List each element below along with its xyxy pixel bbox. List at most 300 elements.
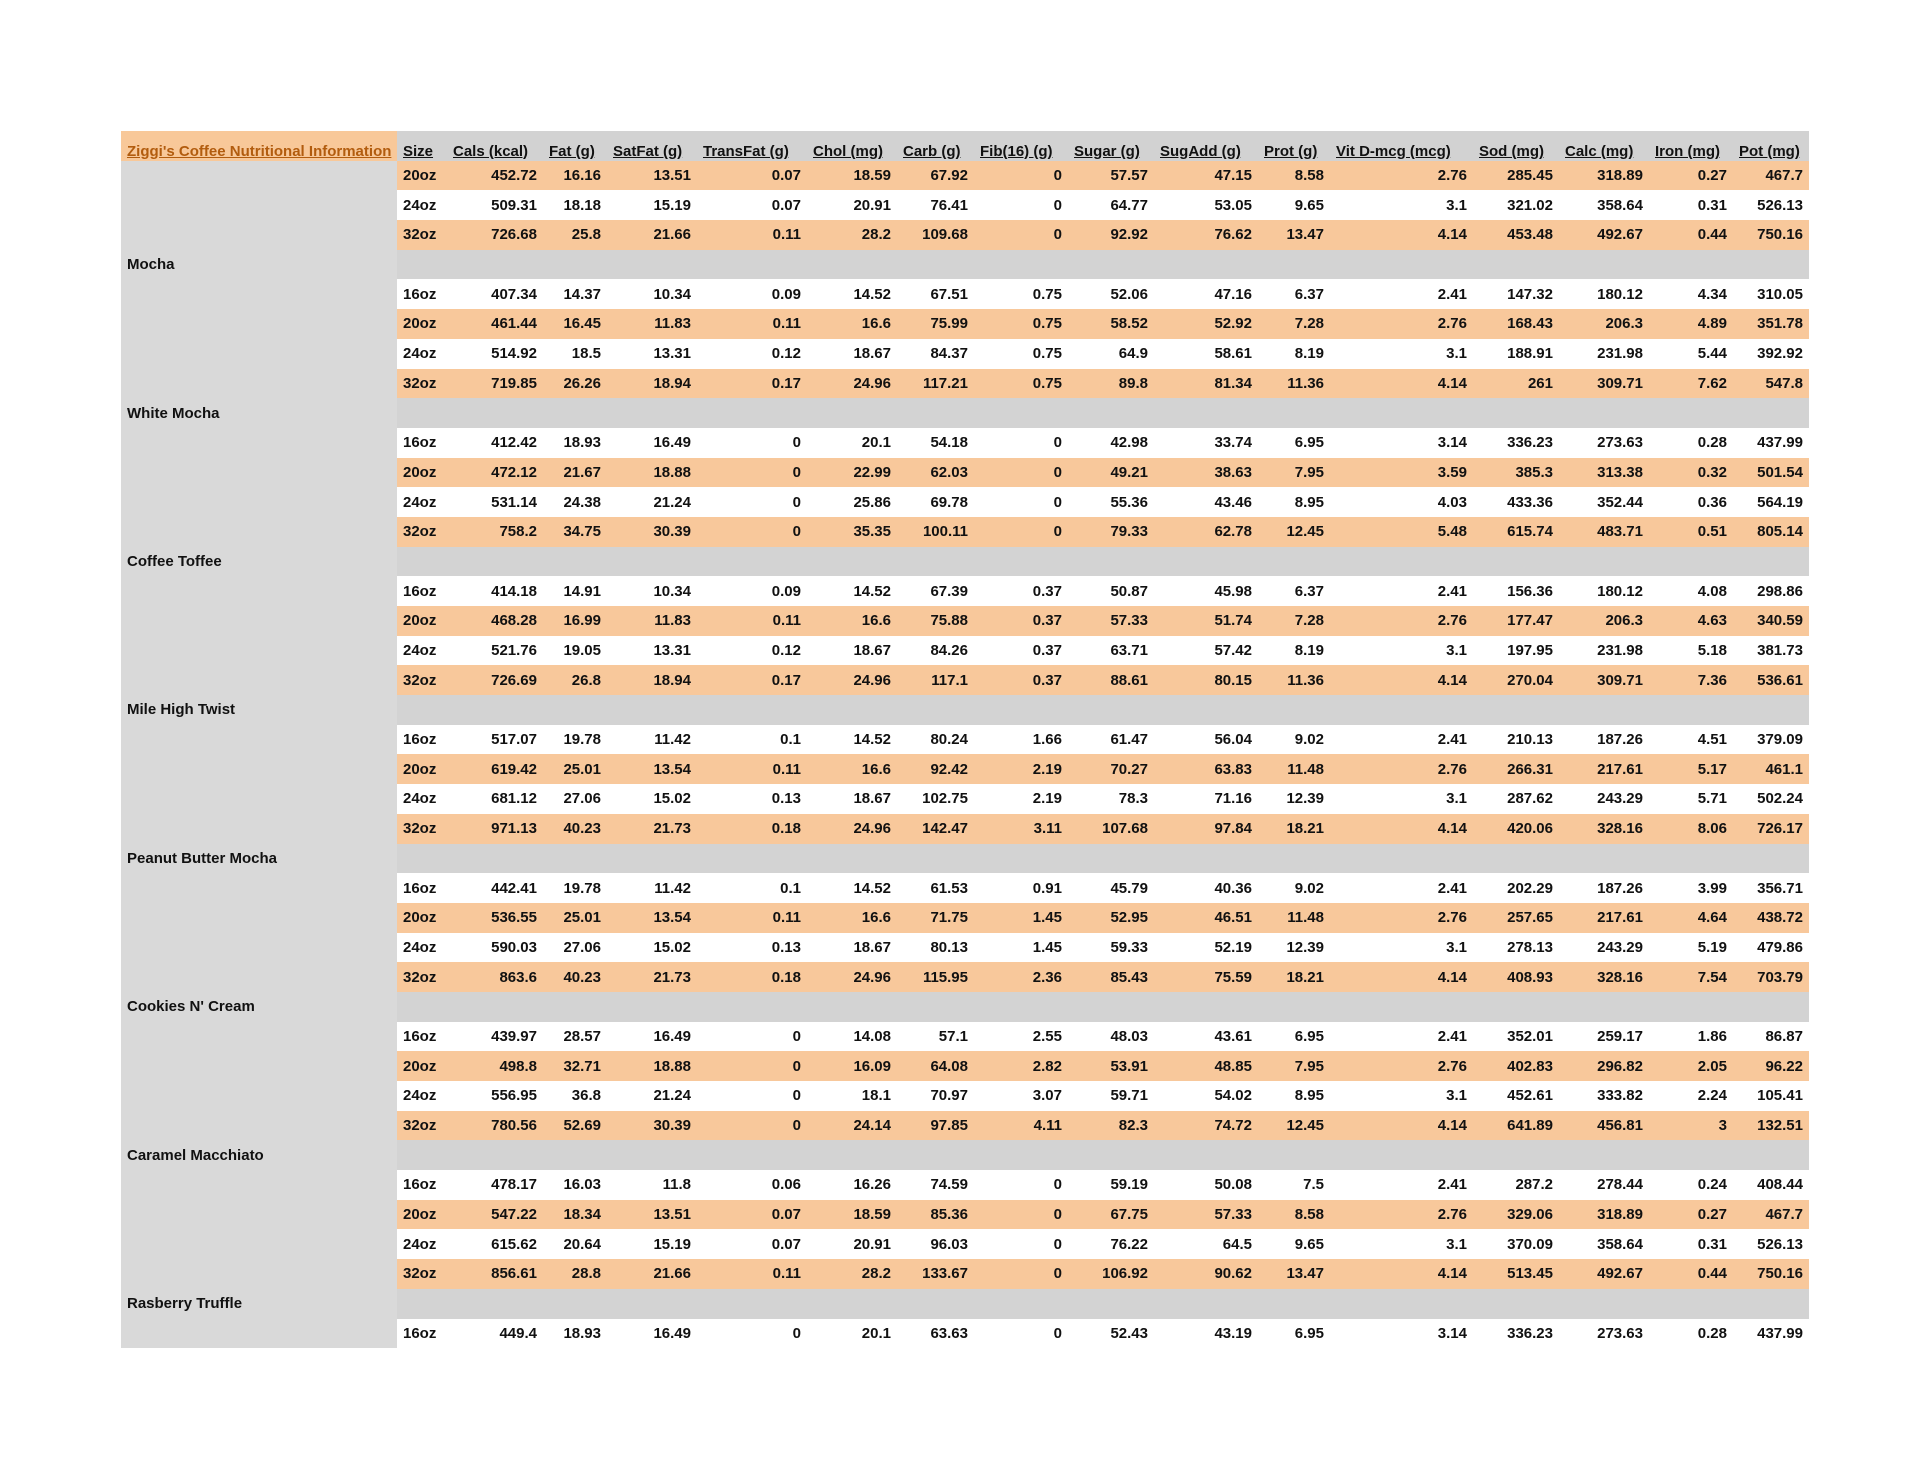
table-cell-empty[interactable] [1154,695,1258,725]
table-cell[interactable]: 412.42 [447,428,543,458]
table-cell[interactable]: 21.66 [607,220,697,250]
table-cell-empty[interactable] [807,1289,897,1319]
table-cell[interactable]: 20.91 [807,1229,897,1259]
table-cell-empty[interactable] [1733,844,1809,874]
table-cell-empty[interactable] [1559,1289,1649,1319]
table-cell[interactable]: 71.16 [1154,784,1258,814]
table-cell[interactable]: 18.5 [543,339,607,369]
table-cell[interactable]: 750.16 [1733,1259,1809,1289]
table-cell[interactable]: 27.06 [543,933,607,963]
table-cell[interactable]: 4.08 [1649,576,1733,606]
table-cell[interactable]: 8.19 [1258,636,1330,666]
table-cell[interactable]: 278.13 [1473,933,1559,963]
table-cell[interactable]: 313.38 [1559,458,1649,488]
table-cell[interactable]: 15.19 [607,1229,697,1259]
table-cell[interactable]: 0.06 [697,1170,807,1200]
table-cell[interactable]: 36.8 [543,1081,607,1111]
table-cell[interactable]: 0.37 [974,606,1068,636]
table-cell[interactable]: 11.42 [607,873,697,903]
table-cell[interactable]: 468.28 [447,606,543,636]
table-cell[interactable]: 385.3 [1473,458,1559,488]
table-cell[interactable]: 266.31 [1473,754,1559,784]
table-cell[interactable]: 20.1 [807,428,897,458]
table-cell-empty[interactable] [697,1140,807,1170]
table-cell-empty[interactable] [447,695,543,725]
table-cell[interactable]: 202.29 [1473,873,1559,903]
table-cell[interactable]: 0 [697,1022,807,1052]
table-cell[interactable]: 453.48 [1473,220,1559,250]
table-cell[interactable]: 461.1 [1733,754,1809,784]
table-cell-empty[interactable] [397,1140,447,1170]
table-cell-empty[interactable] [1473,844,1559,874]
table-cell-empty[interactable] [1154,992,1258,1022]
table-cell[interactable]: 11.83 [607,309,697,339]
table-cell-empty[interactable] [697,398,807,428]
table-cell[interactable]: 514.92 [447,339,543,369]
table-cell[interactable]: 536.55 [447,903,543,933]
table-cell[interactable]: 11.36 [1258,369,1330,399]
table-cell[interactable]: 117.21 [897,369,974,399]
table-cell[interactable]: 4.89 [1649,309,1733,339]
size-cell[interactable]: 24oz [397,487,447,517]
table-cell[interactable]: 370.09 [1473,1229,1559,1259]
table-cell[interactable]: 11.48 [1258,903,1330,933]
table-cell[interactable]: 30.39 [607,517,697,547]
table-cell[interactable]: 3.1 [1330,1229,1473,1259]
column-header-cholesterol[interactable]: Chol (mg) [807,131,897,161]
table-cell[interactable]: 6.37 [1258,576,1330,606]
table-cell[interactable]: 25.86 [807,487,897,517]
table-cell[interactable]: 18.21 [1258,962,1330,992]
table-cell-empty[interactable] [607,1140,697,1170]
table-cell[interactable]: 45.79 [1068,873,1154,903]
table-cell[interactable]: 0.51 [1649,517,1733,547]
table-cell[interactable]: 64.77 [1068,190,1154,220]
table-cell[interactable]: 439.97 [447,1022,543,1052]
table-cell[interactable]: 115.95 [897,962,974,992]
table-cell[interactable]: 28.57 [543,1022,607,1052]
column-header-satfat[interactable]: SatFat (g) [607,131,697,161]
table-cell-empty[interactable] [543,1289,607,1319]
table-cell[interactable]: 7.54 [1649,962,1733,992]
table-cell[interactable]: 180.12 [1559,576,1649,606]
table-cell[interactable]: 0 [974,1229,1068,1259]
table-cell[interactable]: 82.3 [1068,1111,1154,1141]
table-cell[interactable]: 75.88 [897,606,974,636]
table-cell[interactable]: 336.23 [1473,428,1559,458]
table-cell[interactable]: 3.99 [1649,873,1733,903]
table-cell[interactable]: 273.63 [1559,1319,1649,1349]
table-cell[interactable]: 19.78 [543,873,607,903]
table-cell[interactable]: 0.1 [697,725,807,755]
table-cell[interactable]: 726.68 [447,220,543,250]
table-cell-empty[interactable] [1733,1289,1809,1319]
table-cell[interactable]: 0.12 [697,636,807,666]
table-cell-empty[interactable] [397,992,447,1022]
column-header-calcium[interactable]: Calc (mg) [1559,131,1649,161]
table-cell[interactable]: 43.46 [1154,487,1258,517]
table-cell-empty[interactable] [121,309,397,339]
table-cell[interactable]: 25.8 [543,220,607,250]
table-cell[interactable]: 7.36 [1649,665,1733,695]
table-cell[interactable]: 210.13 [1473,725,1559,755]
table-cell[interactable]: 74.72 [1154,1111,1258,1141]
table-cell[interactable]: 52.69 [543,1111,607,1141]
table-cell-empty[interactable] [121,636,397,666]
table-cell[interactable]: 681.12 [447,784,543,814]
table-cell[interactable]: 9.02 [1258,873,1330,903]
table-cell[interactable]: 53.91 [1068,1051,1154,1081]
table-cell[interactable]: 10.34 [607,576,697,606]
table-cell-empty[interactable] [1649,1289,1733,1319]
table-cell[interactable]: 76.62 [1154,220,1258,250]
table-cell[interactable]: 863.6 [447,962,543,992]
table-cell[interactable]: 206.3 [1559,606,1649,636]
table-cell-empty[interactable] [607,1289,697,1319]
table-cell[interactable]: 0.37 [974,576,1068,606]
table-cell[interactable]: 21.73 [607,814,697,844]
table-cell[interactable]: 63.71 [1068,636,1154,666]
table-cell[interactable]: 57.33 [1068,606,1154,636]
table-cell-empty[interactable] [1559,992,1649,1022]
size-cell[interactable]: 20oz [397,1051,447,1081]
table-cell[interactable]: 3 [1649,1111,1733,1141]
column-header-carbs[interactable]: Carb (g) [897,131,974,161]
table-cell[interactable]: 478.17 [447,1170,543,1200]
table-cell[interactable]: 0.37 [974,665,1068,695]
table-cell-empty[interactable] [697,1289,807,1319]
table-cell[interactable]: 14.52 [807,873,897,903]
table-cell[interactable]: 3.07 [974,1081,1068,1111]
table-cell-empty[interactable] [1330,250,1473,280]
table-cell[interactable]: 12.39 [1258,933,1330,963]
table-cell[interactable]: 16.49 [607,1022,697,1052]
table-cell[interactable]: 719.85 [447,369,543,399]
product-name[interactable]: White Mocha [121,398,397,428]
table-cell-empty[interactable] [697,992,807,1022]
table-cell-empty[interactable] [974,250,1068,280]
column-header-potassium[interactable]: Pot (mg) [1733,131,1809,161]
table-cell-empty[interactable] [1473,250,1559,280]
table-cell[interactable]: 379.09 [1733,725,1809,755]
table-cell[interactable]: 402.83 [1473,1051,1559,1081]
size-cell[interactable]: 16oz [397,1022,447,1052]
table-cell[interactable]: 2.24 [1649,1081,1733,1111]
table-cell[interactable]: 531.14 [447,487,543,517]
table-cell[interactable]: 0.37 [974,636,1068,666]
size-cell[interactable]: 16oz [397,873,447,903]
table-cell-empty[interactable] [1649,398,1733,428]
table-cell[interactable]: 309.71 [1559,665,1649,695]
table-cell[interactable]: 0.11 [697,606,807,636]
table-cell-empty[interactable] [121,1022,397,1052]
table-cell-empty[interactable] [1559,1140,1649,1170]
table-cell[interactable]: 4.03 [1330,487,1473,517]
table-cell[interactable]: 231.98 [1559,636,1649,666]
table-cell-empty[interactable] [1330,695,1473,725]
table-cell[interactable]: 4.63 [1649,606,1733,636]
table-cell[interactable]: 76.22 [1068,1229,1154,1259]
table-cell-empty[interactable] [1330,992,1473,1022]
table-cell[interactable]: 75.99 [897,309,974,339]
table-cell[interactable]: 8.19 [1258,339,1330,369]
table-cell[interactable]: 452.61 [1473,1081,1559,1111]
table-cell[interactable]: 26.8 [543,665,607,695]
table-cell-empty[interactable] [1733,250,1809,280]
table-cell[interactable]: 467.7 [1733,1200,1809,1230]
table-cell[interactable]: 18.93 [543,1319,607,1349]
table-cell[interactable]: 287.2 [1473,1170,1559,1200]
table-cell-empty[interactable] [1559,547,1649,577]
column-header-sugar[interactable]: Sugar (g) [1068,131,1154,161]
table-cell[interactable]: 16.49 [607,428,697,458]
table-cell-empty[interactable] [1559,695,1649,725]
table-cell[interactable]: 13.54 [607,754,697,784]
table-cell[interactable]: 0.12 [697,339,807,369]
table-cell[interactable]: 14.37 [543,279,607,309]
table-cell[interactable]: 9.65 [1258,1229,1330,1259]
table-cell[interactable]: 28.2 [807,220,897,250]
table-cell-empty[interactable] [697,250,807,280]
table-cell[interactable]: 50.08 [1154,1170,1258,1200]
table-cell[interactable]: 8.58 [1258,161,1330,191]
table-cell-empty[interactable] [1733,398,1809,428]
table-cell[interactable]: 92.92 [1068,220,1154,250]
table-cell-empty[interactable] [974,992,1068,1022]
table-cell[interactable]: 18.67 [807,933,897,963]
table-cell[interactable]: 40.23 [543,962,607,992]
table-cell-empty[interactable] [121,962,397,992]
table-cell[interactable]: 12.39 [1258,784,1330,814]
table-cell[interactable]: 3.1 [1330,339,1473,369]
table-cell-empty[interactable] [607,547,697,577]
table-cell-empty[interactable] [121,279,397,309]
table-cell[interactable]: 6.95 [1258,1319,1330,1349]
table-cell[interactable]: 0 [974,517,1068,547]
table-cell[interactable]: 5.19 [1649,933,1733,963]
table-cell[interactable]: 513.45 [1473,1259,1559,1289]
product-name[interactable]: Coffee Toffee [121,547,397,577]
table-cell[interactable]: 0 [697,487,807,517]
table-cell[interactable]: 25.01 [543,754,607,784]
table-cell-empty[interactable] [121,576,397,606]
table-cell[interactable]: 0.11 [697,754,807,784]
table-cell[interactable]: 13.51 [607,161,697,191]
table-cell-empty[interactable] [1330,1289,1473,1319]
table-cell-empty[interactable] [121,161,397,191]
table-cell[interactable]: 18.1 [807,1081,897,1111]
table-cell-empty[interactable] [607,250,697,280]
table-cell[interactable]: 20.1 [807,1319,897,1349]
table-cell-empty[interactable] [1330,547,1473,577]
table-cell-empty[interactable] [807,1140,897,1170]
table-cell[interactable]: 19.78 [543,725,607,755]
table-cell-empty[interactable] [1559,844,1649,874]
table-cell[interactable]: 16.6 [807,754,897,784]
table-cell[interactable]: 67.75 [1068,1200,1154,1230]
table-cell[interactable]: 85.43 [1068,962,1154,992]
table-cell[interactable]: 21.73 [607,962,697,992]
table-cell[interactable]: 74.59 [897,1170,974,1200]
table-cell[interactable]: 132.51 [1733,1111,1809,1141]
product-name[interactable]: Mile High Twist [121,695,397,725]
table-cell[interactable]: 80.24 [897,725,974,755]
table-cell[interactable]: 64.9 [1068,339,1154,369]
table-cell[interactable]: 18.59 [807,161,897,191]
table-cell[interactable]: 51.74 [1154,606,1258,636]
table-cell-empty[interactable] [897,547,974,577]
table-cell-empty[interactable] [121,933,397,963]
table-cell[interactable]: 0.17 [697,665,807,695]
table-cell-empty[interactable] [1154,547,1258,577]
table-cell[interactable]: 356.71 [1733,873,1809,903]
table-cell-empty[interactable] [897,1289,974,1319]
table-cell-empty[interactable] [697,547,807,577]
table-cell[interactable]: 5.18 [1649,636,1733,666]
table-cell[interactable]: 750.16 [1733,220,1809,250]
table-cell[interactable]: 24.96 [807,814,897,844]
table-cell-empty[interactable] [397,844,447,874]
size-cell[interactable]: 32oz [397,220,447,250]
table-cell-empty[interactable] [1473,992,1559,1022]
table-cell[interactable]: 309.71 [1559,369,1649,399]
size-cell[interactable]: 24oz [397,636,447,666]
table-cell[interactable]: 21.66 [607,1259,697,1289]
table-cell[interactable]: 278.44 [1559,1170,1649,1200]
table-cell[interactable]: 615.74 [1473,517,1559,547]
table-cell[interactable]: 3.59 [1330,458,1473,488]
size-cell[interactable]: 32oz [397,962,447,992]
table-cell[interactable]: 0.11 [697,903,807,933]
table-cell[interactable]: 16.16 [543,161,607,191]
table-cell[interactable]: 501.54 [1733,458,1809,488]
table-cell[interactable]: 318.89 [1559,1200,1649,1230]
table-cell[interactable]: 18.93 [543,428,607,458]
table-cell-empty[interactable] [121,1051,397,1081]
table-cell-empty[interactable] [1154,1289,1258,1319]
table-cell[interactable]: 217.61 [1559,903,1649,933]
table-cell[interactable]: 46.51 [1154,903,1258,933]
size-cell[interactable]: 32oz [397,665,447,695]
table-cell[interactable]: 0 [974,190,1068,220]
table-cell[interactable]: 358.64 [1559,190,1649,220]
table-cell[interactable]: 3.1 [1330,1081,1473,1111]
table-cell[interactable]: 69.78 [897,487,974,517]
table-cell[interactable]: 13.51 [607,1200,697,1230]
table-cell-empty[interactable] [897,1140,974,1170]
table-cell[interactable]: 3.1 [1330,933,1473,963]
table-cell[interactable]: 11.48 [1258,754,1330,784]
table-cell[interactable]: 100.11 [897,517,974,547]
table-cell[interactable]: 27.06 [543,784,607,814]
table-cell[interactable]: 971.13 [447,814,543,844]
table-cell[interactable]: 0.44 [1649,220,1733,250]
table-cell-empty[interactable] [447,1140,543,1170]
column-header-size[interactable]: Size [397,131,447,161]
column-header-transfat[interactable]: TransFat (g) [697,131,807,161]
size-cell[interactable]: 20oz [397,754,447,784]
product-name[interactable]: Peanut Butter Mocha [121,844,397,874]
table-cell-empty[interactable] [543,844,607,874]
table-cell[interactable]: 16.26 [807,1170,897,1200]
table-cell[interactable]: 57.1 [897,1022,974,1052]
table-cell[interactable]: 18.34 [543,1200,607,1230]
table-cell-empty[interactable] [1258,844,1330,874]
table-cell[interactable]: 96.03 [897,1229,974,1259]
table-cell[interactable]: 0 [974,487,1068,517]
table-cell[interactable]: 2.19 [974,784,1068,814]
table-cell-empty[interactable] [1258,398,1330,428]
table-cell[interactable]: 4.14 [1330,814,1473,844]
table-cell[interactable]: 24.38 [543,487,607,517]
table-cell[interactable]: 0.24 [1649,1170,1733,1200]
table-cell[interactable]: 3.1 [1330,636,1473,666]
table-cell[interactable]: 133.67 [897,1259,974,1289]
table-cell[interactable]: 11.42 [607,725,697,755]
size-cell[interactable]: 20oz [397,1200,447,1230]
table-cell[interactable]: 472.12 [447,458,543,488]
table-cell[interactable]: 0 [697,1081,807,1111]
table-cell[interactable]: 180.12 [1559,279,1649,309]
table-cell[interactable]: 0.36 [1649,487,1733,517]
table-cell[interactable]: 0.11 [697,309,807,339]
table-cell[interactable]: 61.53 [897,873,974,903]
table-cell[interactable]: 0.27 [1649,1200,1733,1230]
table-cell[interactable]: 18.94 [607,665,697,695]
table-cell-empty[interactable] [121,220,397,250]
table-cell[interactable]: 703.79 [1733,962,1809,992]
column-header-calories[interactable]: Cals (kcal) [447,131,543,161]
table-cell[interactable]: 18.59 [807,1200,897,1230]
table-cell[interactable]: 437.99 [1733,428,1809,458]
table-cell[interactable]: 64.08 [897,1051,974,1081]
table-cell-empty[interactable] [1473,1289,1559,1319]
table-cell[interactable]: 4.14 [1330,962,1473,992]
table-cell[interactable]: 536.61 [1733,665,1809,695]
table-cell[interactable]: 70.27 [1068,754,1154,784]
table-cell[interactable]: 321.02 [1473,190,1559,220]
table-cell[interactable]: 3.11 [974,814,1068,844]
table-cell[interactable]: 197.95 [1473,636,1559,666]
table-cell-empty[interactable] [807,250,897,280]
table-cell-empty[interactable] [1733,547,1809,577]
table-cell-empty[interactable] [397,547,447,577]
table-cell[interactable]: 0.13 [697,933,807,963]
table-cell[interactable]: 0.11 [697,1259,807,1289]
size-cell[interactable]: 16oz [397,725,447,755]
table-cell[interactable]: 40.23 [543,814,607,844]
table-cell[interactable]: 479.86 [1733,933,1809,963]
table-cell[interactable]: 70.97 [897,1081,974,1111]
table-cell[interactable]: 35.35 [807,517,897,547]
table-cell[interactable]: 358.64 [1559,1229,1649,1259]
table-cell[interactable]: 90.62 [1154,1259,1258,1289]
table-cell[interactable]: 7.62 [1649,369,1733,399]
table-cell-empty[interactable] [1649,547,1733,577]
table-cell[interactable]: 5.44 [1649,339,1733,369]
table-cell-empty[interactable] [1330,1140,1473,1170]
table-cell[interactable]: 57.42 [1154,636,1258,666]
table-cell[interactable]: 3.14 [1330,1319,1473,1349]
table-cell[interactable]: 438.72 [1733,903,1809,933]
table-cell-empty[interactable] [1733,695,1809,725]
table-cell[interactable]: 50.87 [1068,576,1154,606]
table-cell[interactable]: 24.14 [807,1111,897,1141]
table-cell[interactable]: 758.2 [447,517,543,547]
table-cell[interactable]: 147.32 [1473,279,1559,309]
table-cell[interactable]: 0.28 [1649,1319,1733,1349]
table-cell[interactable]: 856.61 [447,1259,543,1289]
